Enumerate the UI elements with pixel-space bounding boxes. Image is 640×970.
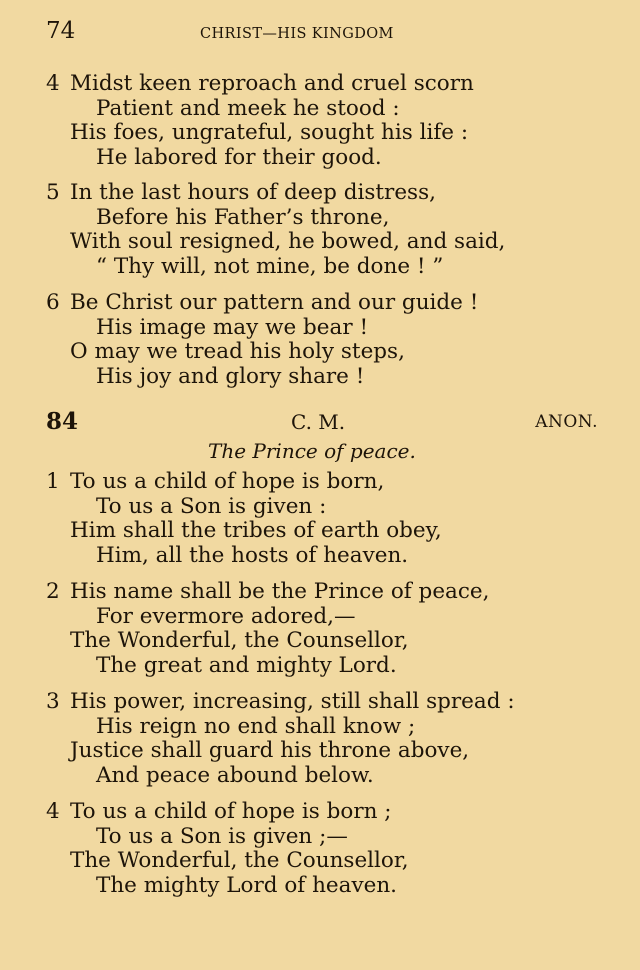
- verse-line-1: [46, 470, 442, 495]
- hymn-heading: [46, 408, 598, 438]
- verse-number: 2: [46, 579, 60, 604]
- verse-number: 5: [46, 180, 60, 205]
- verse-number: 4: [46, 71, 60, 96]
- page-header: [46, 18, 606, 48]
- verse-line-1: [46, 690, 515, 715]
- page-number: 74: [46, 18, 76, 44]
- hymn-title: The Prince of peace.: [208, 439, 416, 463]
- verse-text: To us a child of hope is born ;: [70, 799, 392, 824]
- verse-line-4: The mighty Lord of heaven.: [96, 872, 398, 898]
- verse-line-1: [46, 800, 409, 825]
- verse-text: His name shall be the Prince of peace,: [70, 579, 490, 604]
- verse-text: Midst keen reproach and cruel scorn: [70, 71, 474, 96]
- verse-6-prev: [46, 291, 478, 389]
- verse-line-2: His image may we bear !: [96, 314, 369, 340]
- verse-line-2: For evermore adored,—: [96, 603, 356, 629]
- verse-line-2: To us a Son is given :: [96, 493, 327, 519]
- hymn-number: 84: [46, 408, 79, 435]
- verse-line-2: His reign no end shall know ;: [96, 713, 416, 739]
- hymn-author: ANON.: [535, 412, 598, 432]
- verse-line-3: Him shall the tribes of earth obey,: [70, 518, 442, 543]
- verse-text: To us a child of hope is born,: [70, 469, 385, 494]
- verse-line-3: The Wonderful, the Counsellor,: [70, 848, 409, 873]
- verse-line-4: Him, all the hosts of heaven.: [96, 542, 409, 568]
- verse-3: [46, 690, 515, 788]
- verse-4-prev: [46, 72, 474, 170]
- verse-line-2: Before his Father’s throne,: [96, 204, 390, 230]
- verse-4: [46, 800, 409, 898]
- verse-5-prev: [46, 181, 505, 279]
- verse-line-4: He labored for their good.: [96, 144, 382, 170]
- verse-text: In the last hours of deep distress,: [70, 180, 436, 205]
- hymn-meter: C. M.: [291, 410, 346, 434]
- verse-number: 4: [46, 799, 60, 824]
- verse-text: Be Christ our pattern and our guide !: [70, 290, 479, 315]
- verse-line-1: [46, 72, 474, 97]
- verse-number: 1: [46, 469, 60, 494]
- verse-line-3: The Wonderful, the Counsellor,: [70, 628, 409, 653]
- verse-line-1: [46, 580, 489, 605]
- verse-text: His power, increasing, still shall spread :: [70, 689, 515, 714]
- verse-line-3: Justice shall guard his throne above,: [70, 738, 470, 763]
- verse-line-3: With soul resigned, he bowed, and said,: [70, 229, 506, 254]
- verse-line-2: To us a Son is given ;—: [96, 823, 348, 849]
- verse-line-2: Patient and meek he stood :: [96, 95, 400, 121]
- verse-line-4: And peace abound below.: [96, 762, 374, 788]
- running-head: CHRIST—HIS KINGDOM: [200, 26, 394, 42]
- verse-line-1: [46, 181, 505, 206]
- verse-number: 3: [46, 689, 60, 714]
- verse-line-3: His foes, ungrateful, sought his life :: [70, 120, 469, 145]
- verse-1: [46, 470, 442, 568]
- verse-line-4: The great and mighty Lord.: [96, 652, 397, 678]
- verse-line-4: His joy and glory share !: [96, 363, 365, 389]
- verse-2: [46, 580, 489, 678]
- verse-number: 6: [46, 290, 60, 315]
- verse-line-3: O may we tread his holy steps,: [70, 339, 405, 364]
- verse-line-1: [46, 291, 478, 316]
- verse-line-4: “ Thy will, not mine, be done ! ”: [96, 253, 444, 279]
